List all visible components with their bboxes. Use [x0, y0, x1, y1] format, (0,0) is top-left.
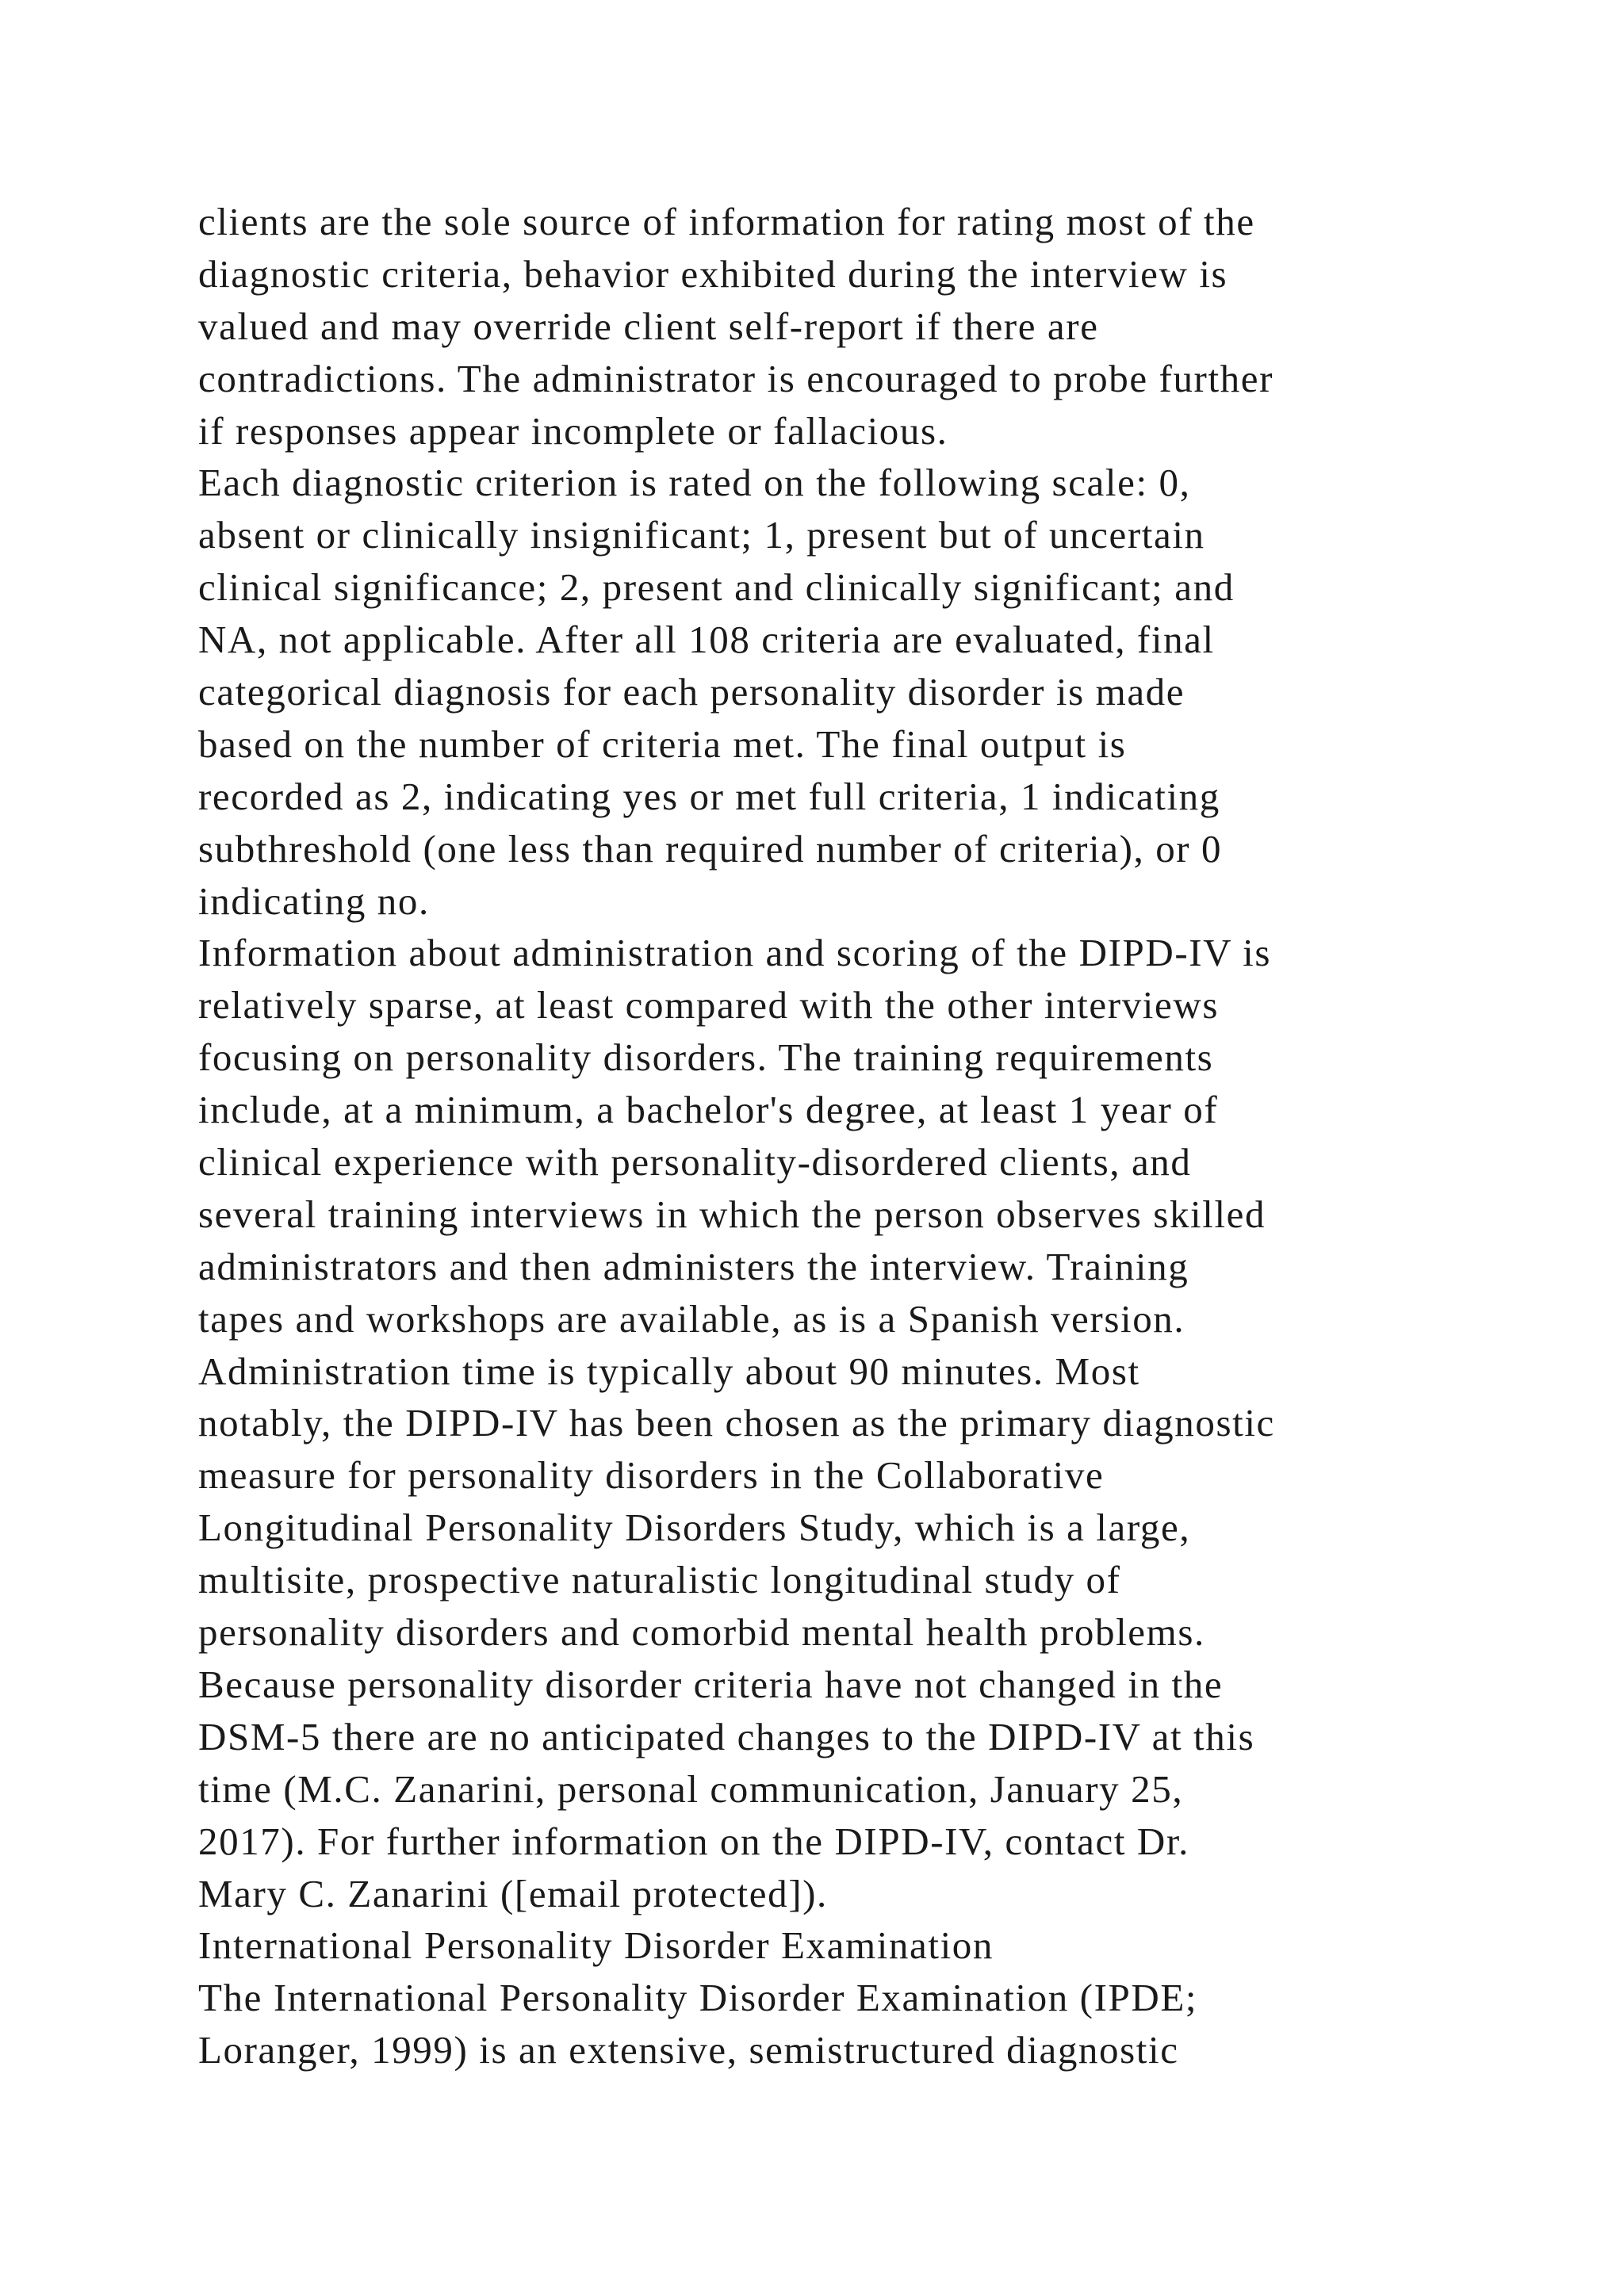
text-line: time (M.C. Zanarini, personal communication, January 25, — [198, 1766, 1184, 1811]
text-line: several training interviews in which the person observes skilled — [198, 1192, 1266, 1236]
text-line: subthreshold (one less than required number of criteria), or 0 — [198, 826, 1223, 871]
text-line: administrators and then administers the interview. Training — [198, 1244, 1189, 1288]
text-line: measure for personality disorders in the Collaborative — [198, 1453, 1105, 1498]
text-line: focusing on personality disorders. The training requirements — [198, 1035, 1214, 1080]
text-line: relatively sparse, at least compared with the other interviews — [198, 983, 1220, 1027]
text-line: Longitudinal Personality Disorders Study, which is a large, — [198, 1506, 1191, 1550]
text-line: NA, not applicable. After all 108 criteria are evaluated, final — [198, 618, 1215, 662]
text-line: personality disorders and comorbid mental health problems. — [198, 1610, 1205, 1655]
text-line: Mary C. Zanarini ([email protected]). — [198, 1871, 828, 1915]
text-line: recorded as 2, indicating yes or met full criteria, 1 indicating — [198, 774, 1220, 818]
text-line: diagnostic criteria, behavior exhibited during the interview is — [198, 251, 1228, 296]
text-line: 2017). For further information on the DIPD-IV, contact Dr. — [198, 1819, 1189, 1863]
text-line: absent or clinically insignificant; 1, present but of uncertain — [198, 513, 1205, 557]
text-line: multisite, prospective naturalistic longitudinal study of — [198, 1558, 1121, 1602]
section-heading: International Personality Disorder Examination — [198, 1923, 994, 1968]
text-line: include, at a minimum, a bachelor's degree, at least 1 year of — [198, 1088, 1219, 1132]
text-line: Loranger, 1999) is an extensive, semistructured diagnostic — [198, 2028, 1179, 2072]
text-line: notably, the DIPD-IV has been chosen as the primary diagnostic — [198, 1401, 1275, 1445]
text-line: Because personality disorder criteria have not changed in the — [198, 1662, 1224, 1706]
text-line: if responses appear incomplete or fallacious. — [198, 408, 948, 453]
text-line: clinical experience with personality-disordered clients, and — [198, 1140, 1192, 1184]
text-line: DSM-5 there are no anticipated changes to the DIPD-IV at this — [198, 1714, 1255, 1758]
text-line: categorical diagnosis for each personality disorder is made — [198, 670, 1185, 714]
text-line: contradictions. The administrator is encouraged to probe further — [198, 356, 1274, 400]
text-line: The International Personality Disorder Examination (IPDE; — [198, 1976, 1198, 2020]
text-line: based on the number of criteria met. The final output is — [198, 721, 1127, 766]
text-line: clients are the sole source of information for rating most of the — [198, 200, 1255, 243]
text-line: indicating no. — [198, 878, 430, 923]
text-line: Administration time is typically about 90 minutes. Most — [198, 1349, 1140, 1393]
text-line: clinical significance; 2, present and clinically significant; and — [198, 565, 1235, 610]
text-line: Each diagnostic criterion is rated on the following scale: 0, — [198, 461, 1191, 505]
text-line: valued and may override client self-report if there are — [198, 304, 1099, 348]
text-line: Information about administration and scoring of the DIPD-IV is — [198, 931, 1272, 975]
body-text — [198, 196, 1499, 2076]
text-line: tapes and workshops are available, as is a Spanish version. — [198, 1296, 1185, 1341]
